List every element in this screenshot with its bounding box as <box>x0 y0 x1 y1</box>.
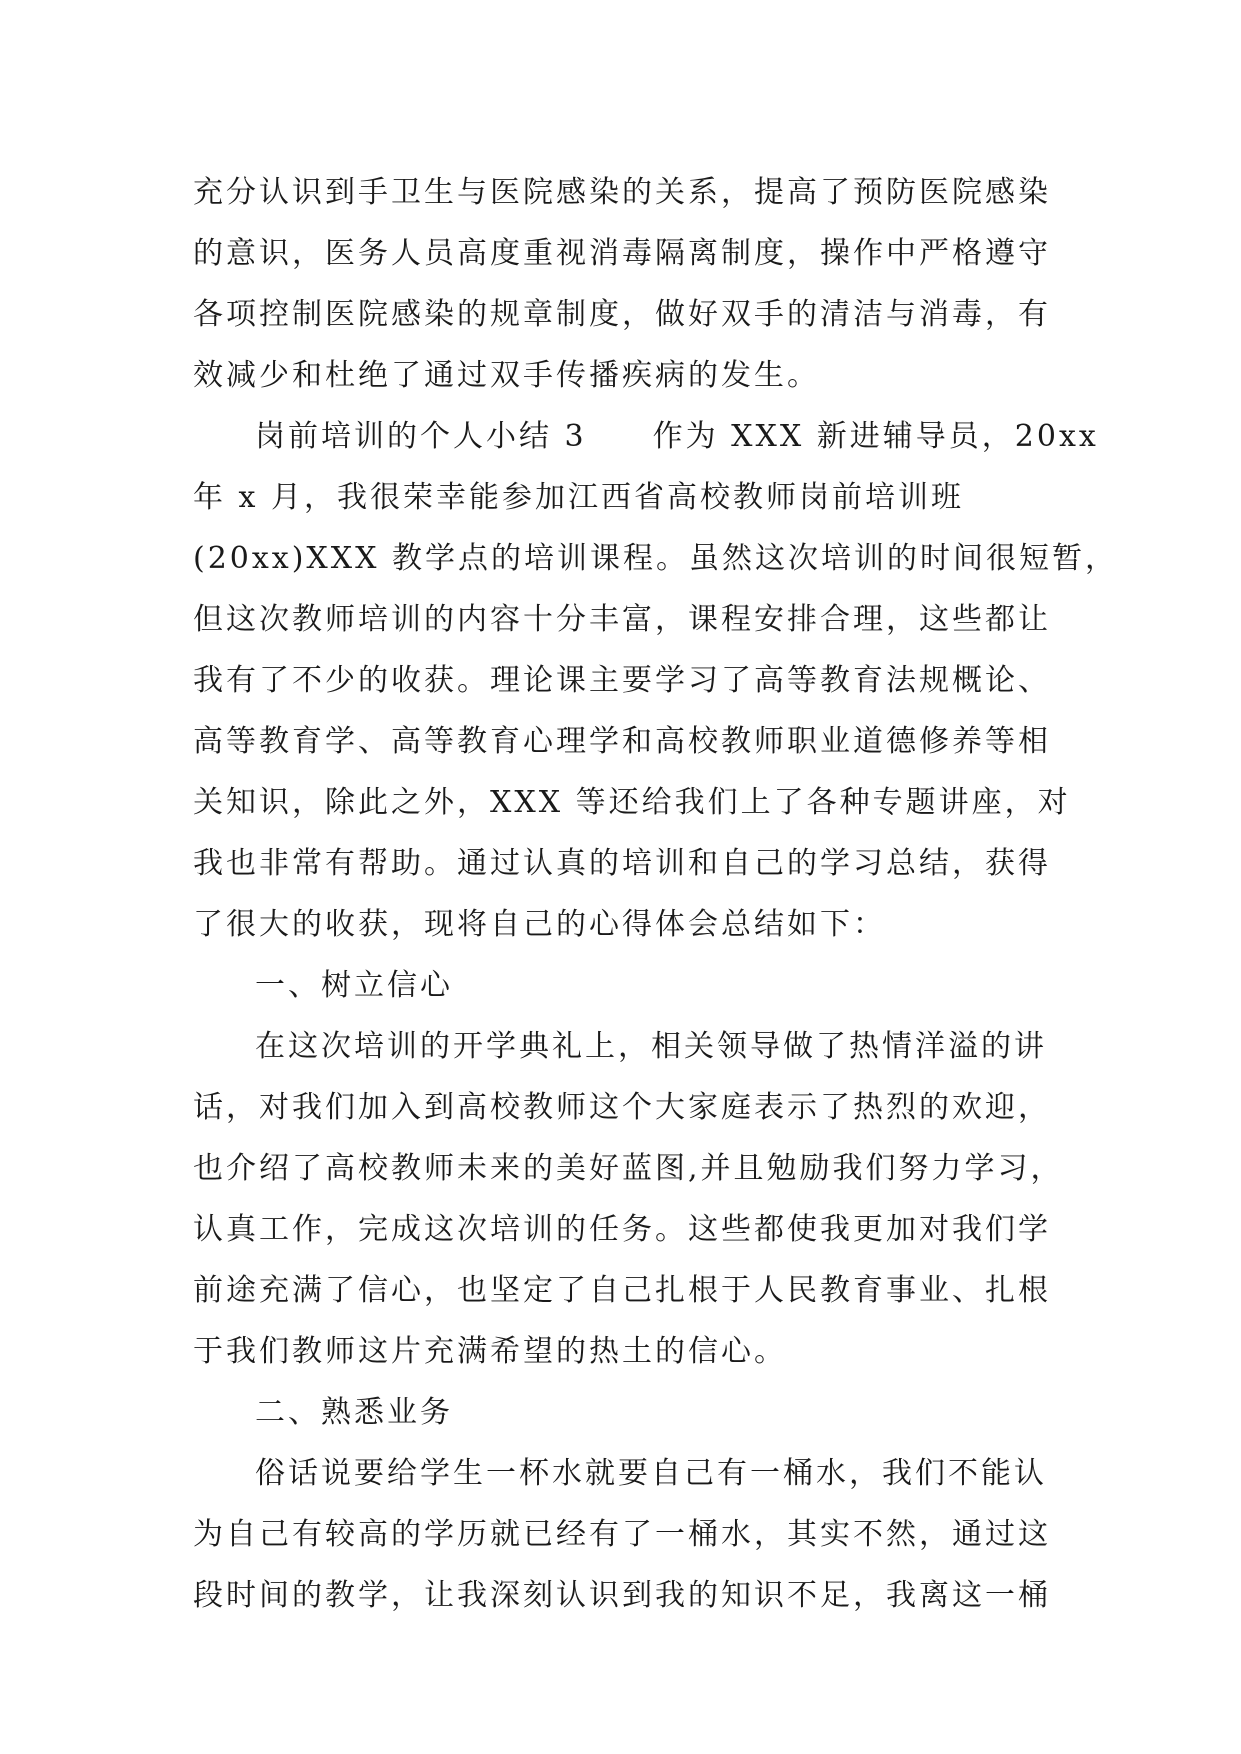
text-line: 话，对我们加入到高校教师这个大家庭表示了热烈的欢迎， <box>193 1090 1051 1125</box>
text-line: (20xx)XXX 教学点的培训课程。虽然这次培训的时间很短暂， <box>193 541 1119 576</box>
text-line: 认真工作，完成这次培训的任务。这些都使我更加对我们学 <box>193 1212 1051 1247</box>
text-line: 为自己有较高的学历就已经有了一桶水，其实不然，通过这 <box>193 1517 1051 1552</box>
text-line: 但这次教师培训的内容十分丰富，课程安排合理，这些都让 <box>193 602 1051 637</box>
section-title-line: 岗前培训的个人小结 3 作为 XXX 新进辅导员，20xx <box>255 419 1099 454</box>
heading-business: 二、熟悉业务 <box>255 1395 453 1430</box>
text-line: 年 x 月，我很荣幸能参加江西省高校教师岗前培训班 <box>193 480 964 515</box>
text-line: 关知识，除此之外，XXX 等还给我们上了各种专题讲座，对 <box>193 785 1071 820</box>
text-line: 段时间的教学，让我深刻认识到我的知识不足，我离这一桶 <box>193 1578 1051 1613</box>
heading-confidence: 一、树立信心 <box>255 968 453 1003</box>
text-line: 充分认识到手卫生与医院感染的关系，提高了预防医院感染 <box>193 175 1051 210</box>
text-line: 前途充满了信心，也坚定了自己扎根于人民教育事业、扎根 <box>193 1273 1051 1308</box>
text-line: 俗话说要给学生一杯水就要自己有一桶水，我们不能认 <box>255 1456 1047 1491</box>
text-line: 的意识，医务人员高度重视消毒隔离制度，操作中严格遵守 <box>193 236 1051 271</box>
text-line: 在这次培训的开学典礼上，相关领导做了热情洋溢的讲 <box>255 1029 1047 1064</box>
text-line: 我也非常有帮助。通过认真的培训和自己的学习总结，获得 <box>193 846 1051 881</box>
text-line: 于我们教师这片充满希望的热土的信心。 <box>193 1334 787 1369</box>
document-body <box>193 162 1119 1626</box>
text-line: 效减少和杜绝了通过双手传播疾病的发生。 <box>193 358 820 393</box>
text-line: 也介绍了高校教师未来的美好蓝图,并且勉励我们努力学习， <box>193 1151 1064 1186</box>
text-line: 了很大的收获，现将自己的心得体会总结如下： <box>193 907 886 942</box>
text-line: 我有了不少的收获。理论课主要学习了高等教育法规概论、 <box>193 663 1051 698</box>
text-line: 各项控制医院感染的规章制度，做好双手的清洁与消毒，有 <box>193 297 1051 332</box>
text-line: 高等教育学、高等教育心理学和高校教师职业道德修养等相 <box>193 724 1051 759</box>
